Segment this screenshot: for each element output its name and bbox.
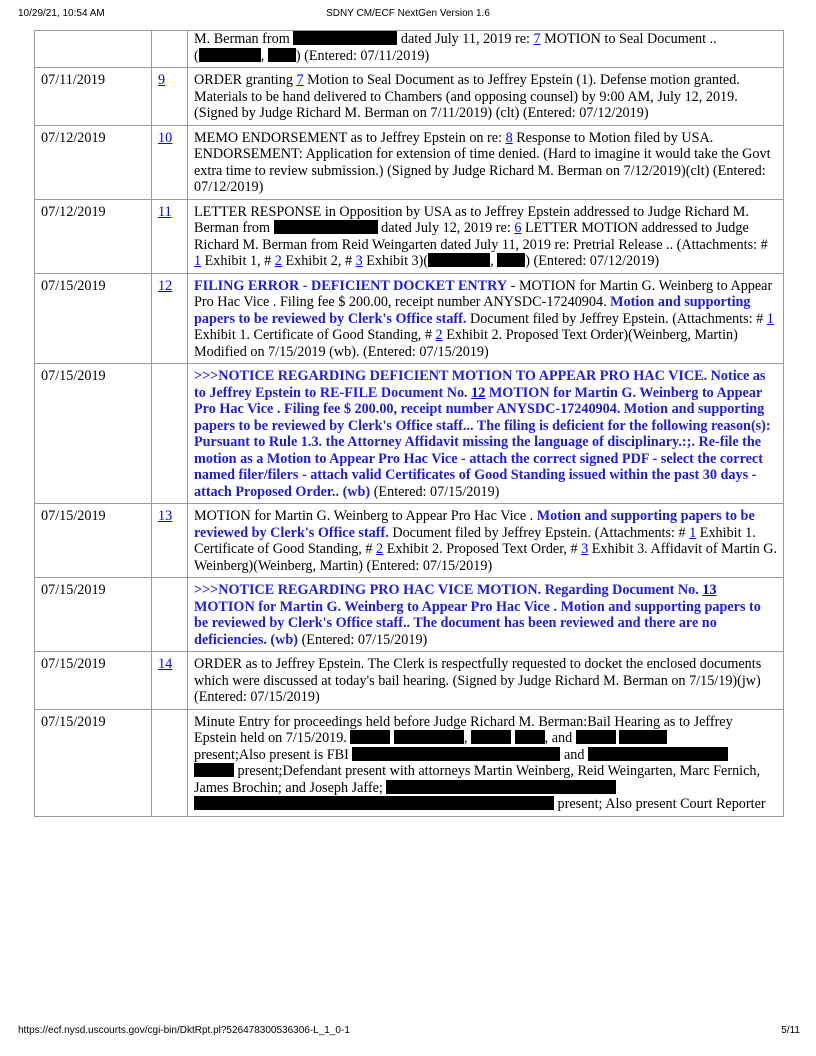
docket-table <box>34 30 784 817</box>
redaction-box <box>274 220 378 234</box>
page-title: SDNY CM/ECF NextGen Version 1.6 <box>326 8 490 19</box>
doc-number-cell <box>152 199 188 273</box>
redaction-box <box>293 31 397 45</box>
doc-number-cell <box>152 68 188 126</box>
doc-number-cell <box>152 273 188 364</box>
docket-text: M. Berman from dated July 11, 2019 re: 7 MOTION to Seal Document .. ( , ) (Entered: 07/11/2019) <box>188 31 784 68</box>
doc-number-cell <box>152 504 188 578</box>
docket-text: >>>NOTICE REGARDING PRO HAC VICE MOTION. Regarding Document No. 13 MOTION for Martin G. Weinberg to Appear Pro Hac Vice . Motion and supporting papers to be reviewed by Clerk's Office staff.. The document has been reviewed and there are no deficiencies. (wb) (Entered: 07/15/2019) <box>188 578 784 652</box>
docket-text: >>>NOTICE REGARDING DEFICIENT MOTION TO APPEAR PRO HAC VICE. Notice as to Jeffrey Epstein to RE-FILE Document No. 12 MOTION for Martin G. Weinberg to Appear Pro Hac Vice . Filing fee $ 200.00, receipt number ANYSDC-17240904. Motion and supporting papers to be reviewed by Clerk's Office staff... The filing is deficient for the following reason(s): Pursuant to Rule 1.3. the Attorney Affidavit missing the language of disciplinary.:;. Re-file the motion as a Motion to Appear Pro Hac Vice - attach the correct signed PDF - select the correct named filer/filers - attach valid Certificates of Good Standing issued within the past 30 days - attach Proposed Order.. (wb) (Entered: 07/15/2019) <box>188 364 784 504</box>
docket-row <box>35 273 784 364</box>
docket-text: FILING ERROR - DEFICIENT DOCKET ENTRY - MOTION for Martin G. Weinberg to Appear Pro Hac Vice . Filing fee $ 200.00, receipt number ANYSDC-17240904. Motion and supporting papers to be reviewed by Clerk's Office staff. Document filed by Jeffrey Epstein. (Attachments: # 1 Exhibit 1. Certificate of Good Standing, # 2 Exhibit 2. Proposed Text Order)(Weinberg, Martin) Modified on 7/15/2019 (wb). (Entered: 07/15/2019) <box>188 273 784 364</box>
deficiency-notice: >>>NOTICE REGARDING DEFICIENT MOTION TO APPEAR PRO HAC VICE. Notice as to Jeffrey Epstein to RE-FILE Document No. <box>194 368 766 401</box>
review-notice: Motion and supporting papers to be reviewed by Clerk's Office staff. <box>194 294 751 327</box>
docket-row <box>35 31 784 68</box>
redaction-box <box>268 48 296 62</box>
attachment-link[interactable]: 1 <box>194 253 202 269</box>
attachment-link[interactable]: 1 <box>766 310 774 327</box>
docket-row <box>35 709 784 816</box>
doc-number-link[interactable]: 11 <box>158 203 172 220</box>
review-notice: Motion and supporting papers to be reviewed by Clerk's Office staff. <box>194 508 755 541</box>
pro-hac-vice-notice: >>>NOTICE REGARDING PRO HAC VICE MOTION. Regarding Document No. <box>194 582 699 598</box>
doc-number-cell <box>152 578 188 652</box>
attachment-link[interactable]: 2 <box>435 327 443 343</box>
attachment-link[interactable]: 2 <box>274 253 282 269</box>
doc-number-cell <box>152 709 188 816</box>
attachment-link[interactable]: 3 <box>581 541 589 557</box>
docket-text: MOTION for Martin G. Weinberg to Appear Pro Hac Vice . Motion and supporting papers to be reviewed by Clerk's Office staff. Document filed by Jeffrey Epstein. (Attachments: # 1 Exhibit 1. Certificate of Good Standing, # 2 Exhibit 2. Proposed Text Order, # 3 Exhibit 3. Affidavit of Martin G. Weinberg)(Weinberg, Martin) (Entered: 07/15/2019) <box>188 504 784 578</box>
print-timestamp: 10/29/21, 10:54 AM <box>18 8 105 19</box>
doc-number-link[interactable]: 9 <box>158 72 166 88</box>
deficiency-notice-detail: MOTION for Martin G. Weinberg to Appear Pro Hac Vice . Filing fee $ 200.00, receipt number ANYSDC-17240904. Motion and supporting papers to be reviewed by Clerk's Office staff... The filing is deficient for the following reason(s): Pursuant to Rule 1.3. the Attorney Affidavit missing the language of disciplinary.:;. Re-file the motion as a Motion to Appear Pro Hac Vice - attach the correct signed PDF - select the correct named filer/filers - attach valid Certificates of Good Standing issued within the past 30 days - attach Proposed Order.. (wb) <box>194 384 771 500</box>
redaction-box <box>471 730 511 744</box>
doc-link[interactable]: 8 <box>505 129 513 146</box>
redaction-box <box>199 48 261 62</box>
doc-number-cell <box>152 125 188 199</box>
doc-link[interactable]: 6 <box>514 220 522 236</box>
date-cell: 07/15/2019 <box>35 273 152 364</box>
docket-row <box>35 578 784 652</box>
doc-number-cell <box>152 652 188 710</box>
docket-row <box>35 199 784 273</box>
doc-number-link[interactable]: 12 <box>158 277 173 294</box>
docket-text: ORDER as to Jeffrey Epstein. The Clerk is respectfully requested to docket the enclosed documents which were discussed at today's bail hearing. (Signed by Judge Richard M. Berman on 7/15/19)(jw) (Entered: 07/15/2019) <box>188 652 784 710</box>
redaction-box <box>394 730 464 744</box>
date-cell <box>35 31 152 68</box>
redaction-box <box>588 747 728 761</box>
docket-text: Minute Entry for proceedings held before Judge Richard M. Berman:Bail Hearing as to Jeffrey Epstein held on 7/15/2019. , , and present;Also present is FBI and present;Defendant present with attorneys Martin Weinberg, Reid Weingarten, Marc Fernich, James Brochin; and Joseph Jaffe; present; Also present Court Reporter <box>188 709 784 816</box>
attachment-link[interactable]: 3 <box>355 253 363 269</box>
redaction-box <box>619 730 667 744</box>
redaction-box <box>350 730 390 744</box>
docket-row <box>35 504 784 578</box>
filing-error-notice: FILING ERROR - DEFICIENT DOCKET ENTRY <box>194 277 508 294</box>
docket-text: ORDER granting 7 Motion to Seal Document as to Jeffrey Epstein (1). Defense motion granted. Materials to be hand delivered to Chambers (and opposing counsel) by 9:00 AM, July 12, 2019. (Signed by Judge Richard M. Berman on 7/11/2019) (clt) (Entered: 07/12/2019) <box>188 68 784 126</box>
doc-link[interactable]: 12 <box>471 384 486 401</box>
docket-row <box>35 652 784 710</box>
date-cell: 07/11/2019 <box>35 68 152 126</box>
page-url: https://ecf.nysd.uscourts.gov/cgi-bin/DktRpt.pl?526478300536306-L_1_0-1 <box>18 1025 350 1036</box>
docket-row <box>35 68 784 126</box>
date-cell: 07/12/2019 <box>35 199 152 273</box>
doc-number-cell <box>152 364 188 504</box>
date-cell: 07/12/2019 <box>35 125 152 199</box>
doc-number-link[interactable]: 10 <box>158 129 173 146</box>
attachment-link[interactable]: 2 <box>376 541 384 557</box>
date-cell: 07/15/2019 <box>35 578 152 652</box>
docket-row <box>35 125 784 199</box>
doc-number-link[interactable]: 13 <box>158 508 173 524</box>
doc-number-link[interactable]: 14 <box>158 656 173 672</box>
doc-link[interactable]: 13 <box>702 582 717 598</box>
redaction-box <box>497 253 525 267</box>
doc-number-cell <box>152 31 188 68</box>
docket-row <box>35 364 784 504</box>
redaction-box <box>515 730 545 744</box>
redaction-box <box>194 763 234 777</box>
redaction-box <box>428 253 490 267</box>
date-cell: 07/15/2019 <box>35 504 152 578</box>
date-cell: 07/15/2019 <box>35 364 152 504</box>
attachment-link[interactable]: 1 <box>689 524 697 541</box>
redaction-box <box>576 730 616 744</box>
pro-hac-vice-notice-detail: MOTION for Martin G. Weinberg to Appear Pro Hac Vice . Motion and supporting papers to be reviewed by Clerk's Office staff.. The document has been reviewed and there are no deficiencies. (wb) <box>194 598 761 648</box>
date-cell: 07/15/2019 <box>35 652 152 710</box>
docket-text: LETTER RESPONSE in Opposition by USA as to Jeffrey Epstein addressed to Judge Richard M. Berman from dated July 12, 2019 re: 6 LETTER MOTION addressed to Judge Richard M. Berman from Reid Weingarten dated July 11, 2019 re: Pretrial Release .. (Attachments: # 1 Exhibit 1, # 2 Exhibit 2, # 3 Exhibit 3)( , ) (Entered: 07/12/2019) <box>188 199 784 273</box>
doc-link[interactable]: 7 <box>533 31 541 47</box>
doc-link[interactable]: 7 <box>296 72 304 88</box>
redaction-box <box>386 780 616 794</box>
docket-text: MEMO ENDORSEMENT as to Jeffrey Epstein on re: 8 Response to Motion filed by USA. ENDORSEMENT: Application for extension of time denied. (Hard to imagine it would take the Govt extra time to review submission.) (Signed by Judge Richard M. Berman on 7/12/2019)(clt) (Entered: 07/12/2019) <box>188 125 784 199</box>
redaction-box <box>194 796 554 810</box>
redaction-box <box>352 747 560 761</box>
date-cell: 07/15/2019 <box>35 709 152 816</box>
page-number: 5/11 <box>781 1025 800 1036</box>
